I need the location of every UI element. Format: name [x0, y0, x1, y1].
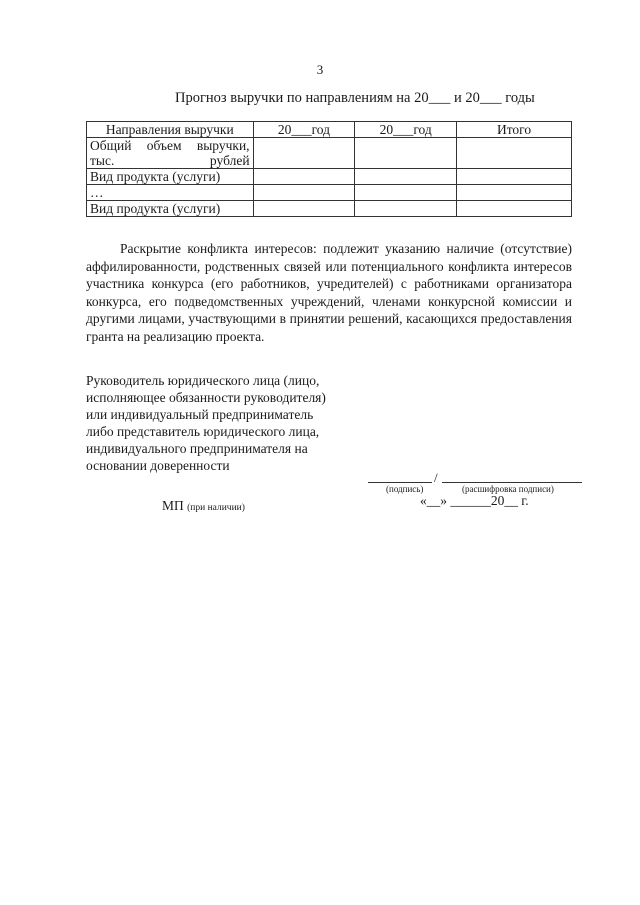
- conflict-of-interest-paragraph: Раскрытие конфликта интересов: подлежит указанию наличие (отсутствие) аффилированности, родственных связей или потенциального конфликта интересов участника конкурса (его работников, учредителей) с работниками организатора конкурса, его подведомственных учреждений, членами конкурсной комиссии и другими лицами, участвующими в принятии решений, касающихся предоставления гранта на реализацию проекта.: [86, 241, 572, 344]
- header-year-2: 20___год: [355, 122, 457, 138]
- table-row: [87, 169, 572, 185]
- table-cell: [457, 201, 572, 217]
- stamp-note: (при наличии): [187, 503, 245, 513]
- date-line: «__» ______20__ г.: [420, 493, 529, 508]
- page-number: 3: [316, 62, 324, 77]
- decoding-blank: [442, 482, 582, 483]
- row-label: Общий объем выручки, тыс. рублей: [87, 138, 254, 169]
- table-header-row: [87, 122, 572, 138]
- table-cell: [355, 185, 457, 201]
- table-cell: [253, 169, 355, 185]
- decoding-caption: (расшифровка подписи): [462, 484, 554, 494]
- signature-line: [368, 471, 582, 483]
- stamp-label: МП: [162, 498, 184, 513]
- table-row: [87, 201, 572, 217]
- row-label: Вид продукта (услуги): [87, 169, 254, 185]
- row-label: Вид продукта (услуги): [87, 201, 254, 217]
- signature-caption: (подпись): [386, 484, 424, 494]
- table-cell: [457, 138, 572, 169]
- signer-title: Руководитель юридического лица (лицо, исполняющее обязанности руководителя) или индивидуальный предприниматель либо представитель юридического лица, индивидуального предпринимателя на основании доверенности: [86, 373, 326, 473]
- table-cell: [355, 169, 457, 185]
- table-cell: [355, 201, 457, 217]
- header-total: Итого: [457, 122, 572, 138]
- forecast-title: Прогноз выручки по направлениям на 20___ и 20___ годы: [175, 90, 535, 106]
- table-row: [87, 185, 572, 201]
- row-label: …: [87, 185, 254, 201]
- stamp-placeholder: [162, 498, 245, 514]
- revenue-forecast-table: [86, 121, 572, 217]
- table-cell: [253, 185, 355, 201]
- table-cell: [253, 138, 355, 169]
- table-row: [87, 138, 572, 169]
- table-cell: [355, 138, 457, 169]
- table-cell: [457, 169, 572, 185]
- table-cell: [457, 185, 572, 201]
- signature-separator: /: [434, 470, 438, 485]
- header-year-1: 20___год: [253, 122, 355, 138]
- signature-blank: [368, 482, 432, 483]
- header-direction: Направления выручки: [87, 122, 254, 138]
- table-cell: [253, 201, 355, 217]
